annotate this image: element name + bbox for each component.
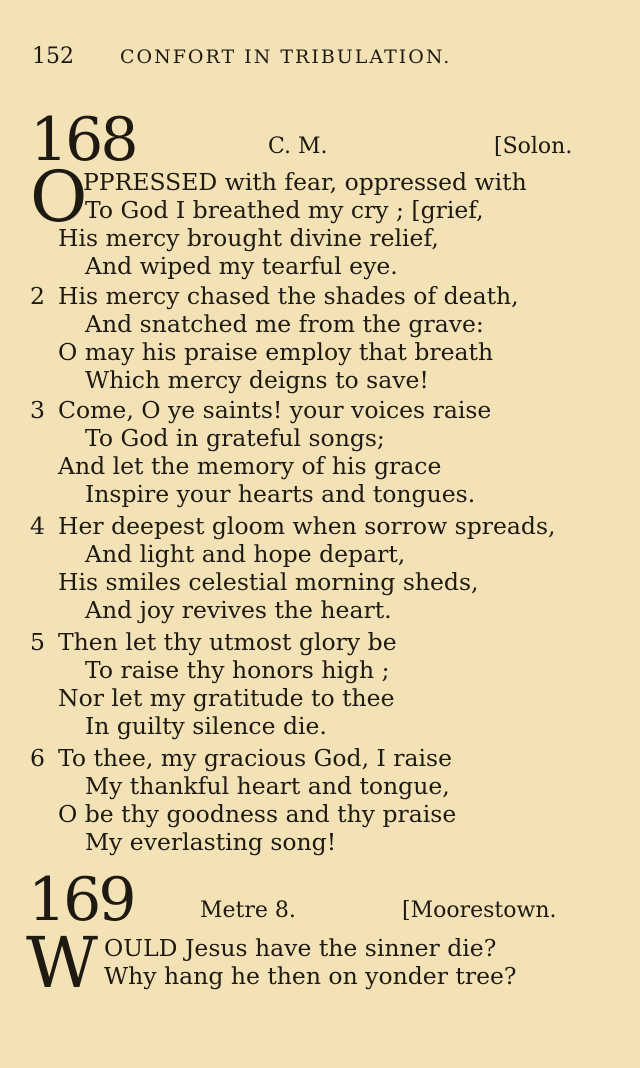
- page-title: CONFORT IN TRIBULATION.: [120, 46, 452, 68]
- hymn-tune-168: [Solon.: [494, 134, 573, 159]
- verse-line: And snatched me from the grave:: [85, 310, 484, 338]
- verse-line: And let the memory of his grace: [58, 452, 442, 480]
- stanza-number: 2: [30, 282, 45, 310]
- verse-line: And joy revives the heart.: [85, 596, 392, 624]
- verse-line: His smiles celestial morning sheds,: [58, 568, 479, 596]
- verse-line: Inspire your hearts and tongues.: [85, 480, 476, 508]
- stanza-number: 6: [30, 744, 45, 772]
- verse-line: And wiped my tearful eye.: [85, 252, 398, 280]
- verse-line: Her deepest gloom when sorrow spreads,: [58, 512, 556, 540]
- verse-line: PPRESSED with fear, oppressed with: [83, 168, 527, 196]
- verse-line: Which mercy deigns to save!: [85, 366, 429, 394]
- verse-line: And light and hope depart,: [85, 540, 406, 568]
- verse-line: His mercy chased the shades of death,: [58, 282, 519, 310]
- hymn-meter-168: C. M.: [268, 134, 328, 159]
- page-number: 152: [32, 44, 74, 69]
- dropcap-169: W: [26, 922, 98, 1004]
- dropcap-168: O: [30, 156, 88, 238]
- stanza-number: 4: [30, 512, 45, 540]
- stanza-number: 3: [30, 396, 45, 424]
- verse-line: OULD Jesus have the sinner die?: [104, 934, 497, 962]
- verse-line: O may his praise employ that breath: [58, 338, 494, 366]
- hymn-tune-169: [Moorestown.: [402, 898, 557, 923]
- verse-line: To God in grateful songs;: [85, 424, 385, 452]
- verse-line: My everlasting song!: [85, 828, 337, 856]
- verse-line: To raise thy honors high ;: [85, 656, 390, 684]
- verse-line: My thankful heart and tongue,: [85, 772, 450, 800]
- verse-line: Come, O ye saints! your voices raise: [58, 396, 492, 424]
- verse-line: O be thy goodness and thy praise: [58, 800, 457, 828]
- verse-line: In guilty silence die.: [85, 712, 327, 740]
- stanza-number: 5: [30, 628, 45, 656]
- verse-line: Then let thy utmost glory be: [58, 628, 397, 656]
- verse-line: To thee, my gracious God, I raise: [58, 744, 452, 772]
- verse-line: Why hang he then on yonder tree?: [104, 962, 517, 990]
- running-head: [32, 44, 451, 69]
- hymn-number-169: 169: [28, 865, 134, 935]
- verse-line: Nor let my gratitude to thee: [58, 684, 395, 712]
- hymn-meter-169: Metre 8.: [200, 898, 296, 923]
- verse-line: His mercy brought divine relief,: [58, 224, 439, 252]
- hymn-number-168: 168: [30, 105, 136, 175]
- verse-line: To God I breathed my cry ; [grief,: [85, 196, 484, 224]
